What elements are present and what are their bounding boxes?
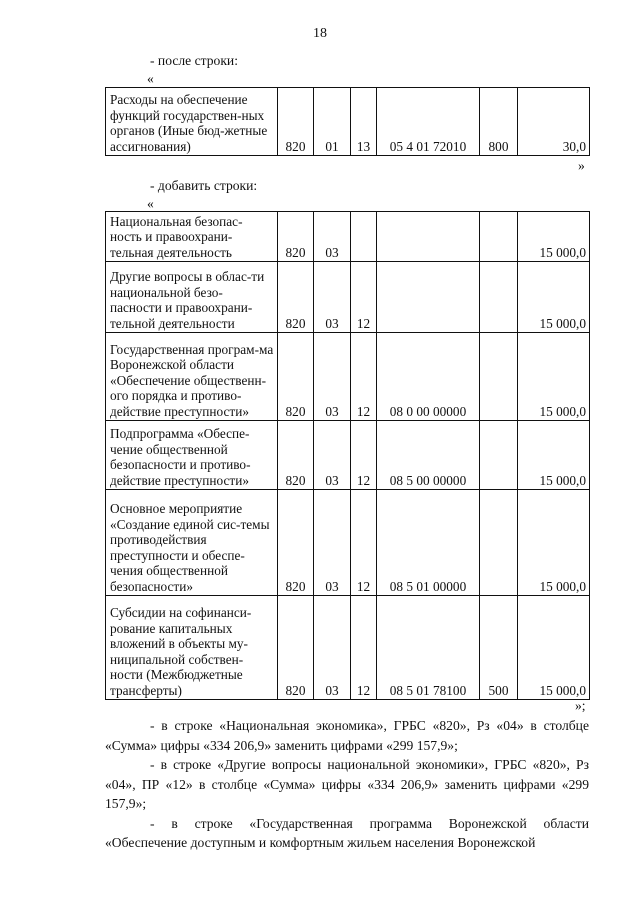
grbs-cell: 820 — [278, 596, 314, 700]
amendment-paragraph-1: - в строке «Национальная экономика», ГРБС «820», Рз «04» в столбце «Сумма» цифры «334 206,9» заменить цифрами «299 157,9»; — [105, 718, 589, 753]
pr-cell: 13 — [351, 88, 377, 156]
vr-cell — [480, 262, 518, 333]
grbs-cell: 820 — [278, 490, 314, 596]
grbs-cell: 820 — [278, 212, 314, 262]
sum-cell: 15 000,0 — [518, 262, 590, 333]
table-row — [106, 490, 590, 596]
amendment-text — [105, 716, 589, 853]
vr-cell: 800 — [480, 88, 518, 156]
open-quote-2: « — [147, 196, 154, 211]
pr-cell: 12 — [351, 333, 377, 421]
row-name: Национальная безопас-ность и правоохрани-тельная деятельность — [106, 212, 278, 262]
close-quote-2: »; — [575, 698, 586, 713]
row-name: Субсидии на софинанси-рование капитальных вложений в объекты му-ниципальной собствен-ности (Межбюджетные трансферты) — [106, 596, 278, 700]
pr-cell: 12 — [351, 596, 377, 700]
row-name: Государственная програм-ма Воронежской области «Обеспечение общественн-ого порядка и противо-действие преступности» — [106, 333, 278, 421]
row-name: Подпрограмма «Обеспе-чение общественной безопасности и противо-действие преступности» — [106, 421, 278, 490]
rz-cell: 01 — [314, 88, 351, 156]
after-row-label: - после строки: — [150, 53, 238, 68]
grbs-cell: 820 — [278, 421, 314, 490]
vr-cell — [480, 490, 518, 596]
sum-cell: 15 000,0 — [518, 490, 590, 596]
close-quote-1: » — [578, 158, 585, 173]
sum-cell: 30,0 — [518, 88, 590, 156]
vr-cell: 500 — [480, 596, 518, 700]
csr-cell: 08 5 01 78100 — [377, 596, 480, 700]
table-row — [106, 88, 590, 156]
rz-cell: 03 — [314, 333, 351, 421]
sum-cell: 15 000,0 — [518, 421, 590, 490]
amendment-paragraph-2: - в строке «Другие вопросы национальной экономики», ГРБС «820», Рз «04», ПР «12» в столбце «Сумма» цифры «334 206,9» заменить цифрами «299 157,9»; — [105, 757, 589, 811]
grbs-cell: 820 — [278, 333, 314, 421]
csr-cell: 08 5 00 00000 — [377, 421, 480, 490]
sum-cell: 15 000,0 — [518, 212, 590, 262]
csr-cell — [377, 212, 480, 262]
table-row — [106, 421, 590, 490]
grbs-cell: 820 — [278, 88, 314, 156]
row-name: Расходы на обеспечение функций государствен-ных органов (Иные бюд-жетные ассигнования) — [106, 88, 278, 156]
vr-cell — [480, 333, 518, 421]
pr-cell: 12 — [351, 262, 377, 333]
budget-table-1 — [105, 87, 590, 156]
rz-cell: 03 — [314, 596, 351, 700]
page-number: 18 — [313, 26, 327, 41]
table-row — [106, 333, 590, 421]
table-row — [106, 262, 590, 333]
csr-cell: 08 5 01 00000 — [377, 490, 480, 596]
budget-table-2 — [105, 211, 590, 700]
vr-cell — [480, 212, 518, 262]
rz-cell: 03 — [314, 421, 351, 490]
rz-cell: 03 — [314, 262, 351, 333]
open-quote-1: « — [147, 71, 154, 86]
csr-cell: 05 4 01 72010 — [377, 88, 480, 156]
csr-cell: 08 0 00 00000 — [377, 333, 480, 421]
rz-cell: 03 — [314, 490, 351, 596]
sum-cell: 15 000,0 — [518, 333, 590, 421]
add-rows-label: - добавить строки: — [150, 178, 258, 193]
grbs-cell: 820 — [278, 262, 314, 333]
table-row — [106, 212, 590, 262]
rz-cell: 03 — [314, 212, 351, 262]
amendment-paragraph-3: - в строке «Государственная программа Воронежской области «Обеспечение доступным и комфортным жильем населения Воронежской — [105, 815, 589, 850]
csr-cell — [377, 262, 480, 333]
table-row — [106, 596, 590, 700]
row-name: Основное мероприятие «Создание единой сис-темы противодействия преступности и обеспе-чения общественной безопасности» — [106, 490, 278, 596]
vr-cell — [480, 421, 518, 490]
pr-cell — [351, 212, 377, 262]
pr-cell: 12 — [351, 421, 377, 490]
sum-cell: 15 000,0 — [518, 596, 590, 700]
row-name: Другие вопросы в облас-ти национальной безо-пасности и правоохрани-тельной деятельности — [106, 262, 278, 333]
pr-cell: 12 — [351, 490, 377, 596]
